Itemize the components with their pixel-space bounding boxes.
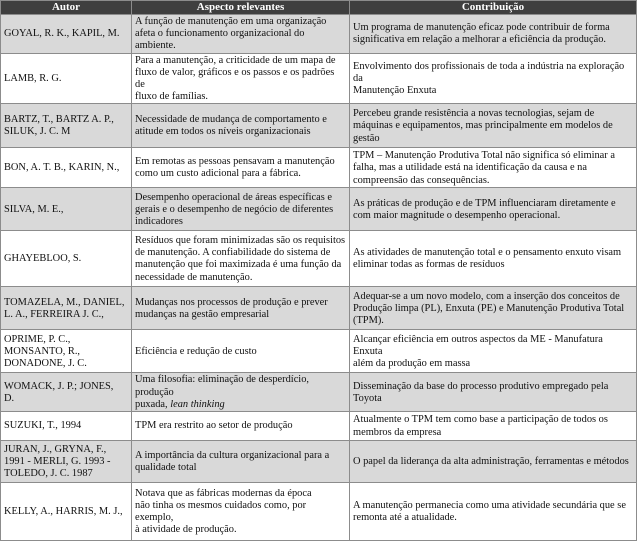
contribution-cell: As práticas de produção e de TPM influenciaram diretamente e com maior magnitude o desempenho operacional.	[350, 188, 637, 231]
table-row	[1, 188, 637, 231]
header-author: Autor	[1, 1, 132, 15]
table-row	[1, 287, 637, 330]
table-row	[1, 330, 637, 373]
table-row	[1, 441, 637, 483]
table-row	[1, 412, 637, 441]
author-cell: BON, A. T. B., KARIN, N.,	[1, 148, 132, 188]
table-row	[1, 483, 637, 541]
header-contribution: Contribuição	[350, 1, 637, 15]
aspect-cell: TPM era restrito ao setor de produção	[132, 412, 350, 441]
aspect-cell: Para a manutenção, a criticidade de um mapa de fluxo de valor, gráficos e os passos e os padrões de fluxo de famílias.	[132, 53, 350, 104]
aspect-cell: Eficiência e redução de custo	[132, 330, 350, 373]
aspect-cell: Mudanças nos processos de produção e prever mudanças na gestão empresarial	[132, 287, 350, 330]
aspect-cell: Notava que as fábricas modernas da época não tinha os mesmos cuidados como, por exemplo, à atividade de produção.	[132, 483, 350, 541]
table-row	[1, 104, 637, 148]
author-cell: GHAYEBLOO, S.	[1, 231, 132, 287]
author-cell: LAMB, R. G.	[1, 53, 132, 104]
author-cell: WOMACK, J. P.; JONES, D.	[1, 373, 132, 412]
contribution-cell: A manutenção permanecia como uma atividade secundária que se remonta até a atualidade.	[350, 483, 637, 541]
aspect-cell: Necessidade de mudança de comportamento e atitude em todos os níveis organizacionais	[132, 104, 350, 148]
header-aspect: Aspecto relevantes	[132, 1, 350, 15]
table-row	[1, 373, 637, 412]
contribution-cell: Um programa de manutenção eficaz pode contribuir de forma significativa em relação a melhorar a eficiência da produção.	[350, 15, 637, 54]
author-cell: OPRIME, P. C., MONSANTO, R., DONADONE, J. C.	[1, 330, 132, 373]
author-cell: KELLY, A., HARRIS, M. J.,	[1, 483, 132, 541]
author-cell: JURAN, J., GRYNA, F., 1991 - MERLI, G. 1993 - TOLEDO, J. C. 1987	[1, 441, 132, 483]
aspect-cell: Resíduos que foram minimizadas são os requisitos de manutenção. A confiabilidade do sistema de manutenção que foi maximizada é uma função da necessidade de manutenção.	[132, 231, 350, 287]
contribution-cell: Atualmente o TPM tem como base a participação de todos os membros da empresa	[350, 412, 637, 441]
aspect-text: Uma filosofia: eliminação de desperdício, produção puxada,	[135, 374, 309, 410]
aspect-cell	[132, 373, 350, 412]
table-row	[1, 53, 637, 104]
author-cell: BARTZ, T., BARTZ A. P., SILUK, J. C. M	[1, 104, 132, 148]
contribution-cell: TPM – Manutenção Produtiva Total não significa só eliminar a falha, mas a utilidade está na identificação da causa e na compreensão das consequências.	[350, 148, 637, 188]
aspect-cell: Desempenho operacional de áreas específicas e gerais e o desempenho de negócio de diferentes indicadores	[132, 188, 350, 231]
author-cell: GOYAL, R. K., KAPIL, M.	[1, 15, 132, 54]
aspect-cell: A importância da cultura organizacional para a qualidade total	[132, 441, 350, 483]
author-cell: SUZUKI, T., 1994	[1, 412, 132, 441]
contribution-cell: Disseminação da base do processo produtivo empregado pela Toyota	[350, 373, 637, 412]
table-row	[1, 231, 637, 287]
header-row	[1, 1, 637, 15]
aspect-italic-term: lean thinking	[170, 398, 225, 410]
author-cell: SILVA, M. E.,	[1, 188, 132, 231]
contribution-cell: Envolvimento dos profissionais de toda a indústria na exploração da Manutenção Enxuta	[350, 53, 637, 104]
aspect-cell: Em remotas as pessoas pensavam a manutenção como um custo adicional para a fábrica.	[132, 148, 350, 188]
contribution-cell: Alcançar eficiência em outros aspectos da ME - Manufatura Enxuta além da produção em massa	[350, 330, 637, 373]
table-row	[1, 15, 637, 54]
table-row	[1, 148, 637, 188]
aspect-cell: A função de manutenção em uma organização afeta o funcionamento organizacional do ambiente.	[132, 15, 350, 54]
contribution-cell: Percebeu grande resistência a novas tecnologias, sejam de máquinas e equipamentos, mas principalmente em modelos de gestão	[350, 104, 637, 148]
author-cell: TOMAZELA, M., DANIEL, L. A., FERREIRA J. C.,	[1, 287, 132, 330]
contribution-cell: As atividades de manutenção total e o pensamento enxuto visam eliminar todas as formas de resíduos	[350, 231, 637, 287]
contribution-cell: Adequar-se a um novo modelo, com a inserção dos conceitos de Produção limpa (PL), Enxuta (PE) e Manutenção Produtiva Total (TPM).	[350, 287, 637, 330]
contribution-cell: O papel da liderança da alta administração, ferramentas e métodos	[350, 441, 637, 483]
